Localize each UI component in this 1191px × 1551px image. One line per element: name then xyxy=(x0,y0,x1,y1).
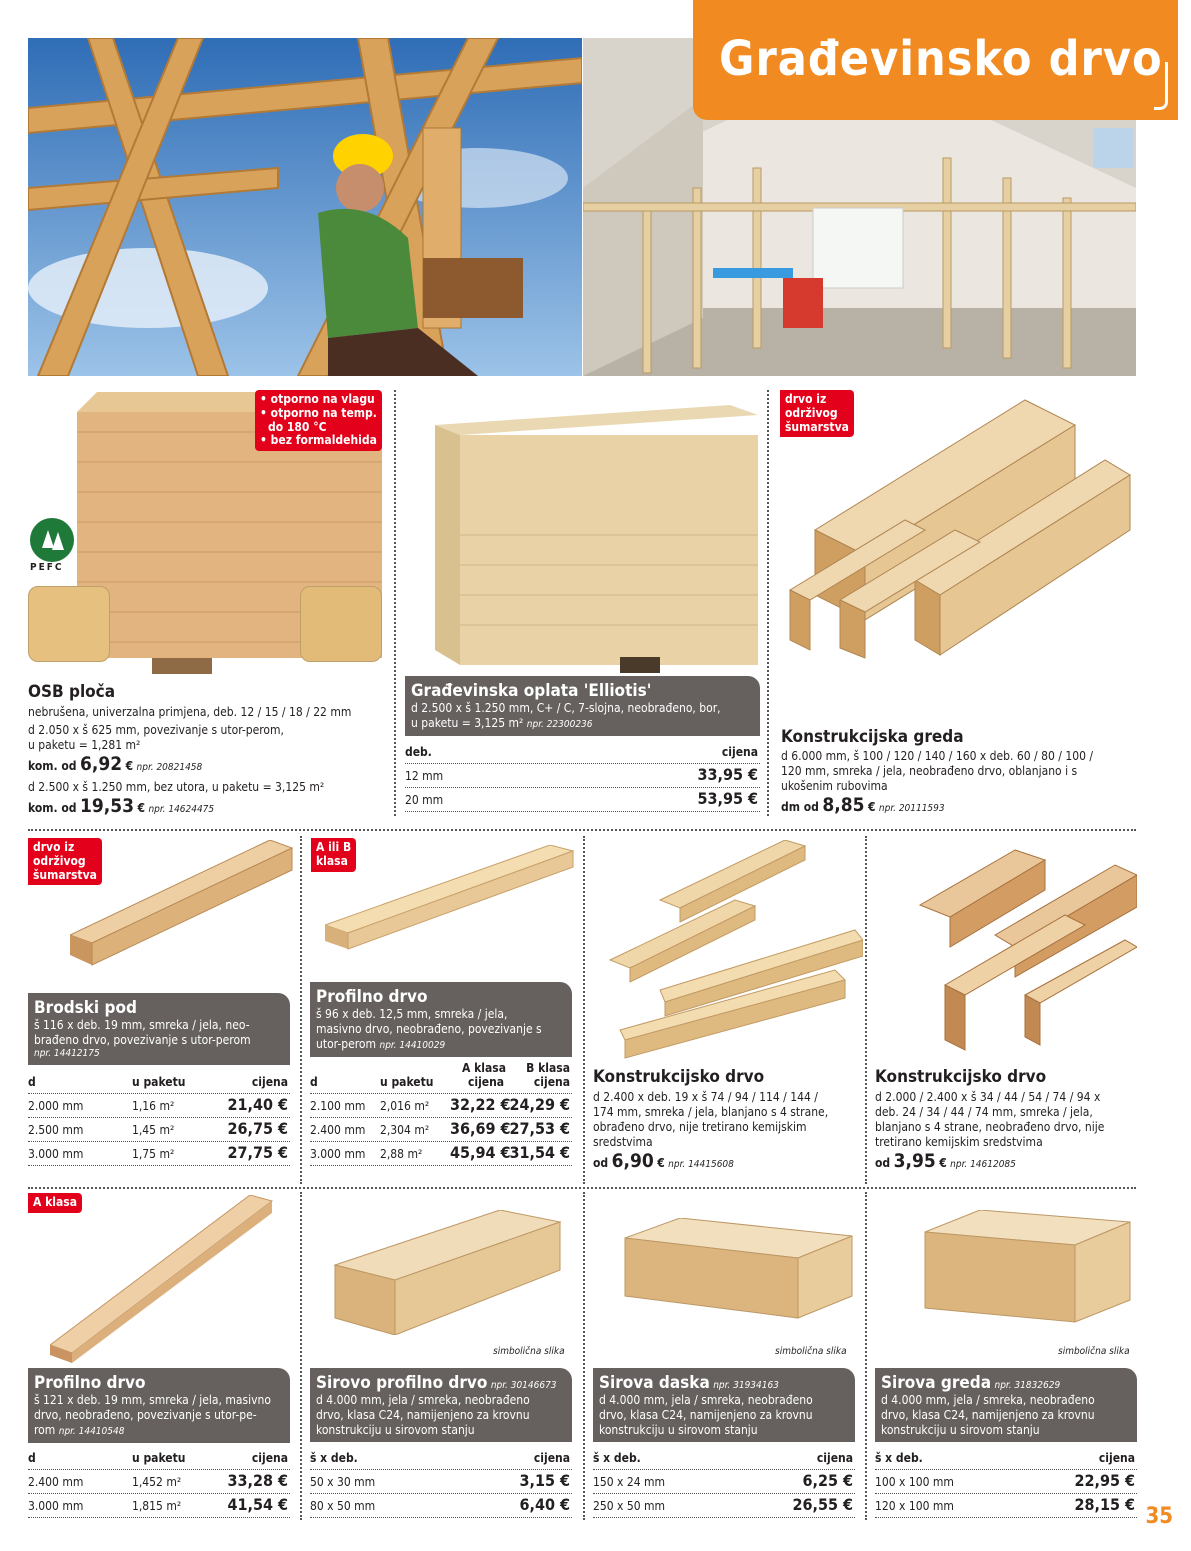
col-header: cijena xyxy=(1098,1451,1135,1466)
price-cell: 36,69 € xyxy=(450,1119,511,1139)
col-header: š x deb. xyxy=(310,1451,358,1466)
sirovo-profilno-image xyxy=(330,1210,570,1335)
cell: 100 x 100 mm xyxy=(875,1475,954,1490)
table-row xyxy=(875,1470,1137,1494)
separator xyxy=(865,1192,867,1520)
badge-line: drvo iz xyxy=(33,840,75,854)
price-cell: 26,55 € xyxy=(792,1495,853,1515)
sirova-daska-title: Sirova daska xyxy=(599,1373,710,1393)
sirova-greda-title: Sirova greda xyxy=(881,1373,992,1393)
col-header: š x deb. xyxy=(875,1451,923,1466)
cell: 150 x 24 mm xyxy=(593,1475,666,1490)
desc-line: š 121 x deb. 19 mm, smreka / jela, masivno xyxy=(34,1393,271,1408)
separator xyxy=(583,836,585,1184)
price-cell: 41,54 € xyxy=(227,1495,288,1515)
price-cell: 33,95 € xyxy=(697,765,758,785)
article-number: npr. 14410029 xyxy=(379,1040,446,1052)
desc-line: drvo, neobrađeno, povezivanje s utor-pe- xyxy=(34,1408,257,1423)
konstr1-price xyxy=(593,1150,861,1174)
price-label: od xyxy=(875,1156,891,1170)
price-value: 19,53 xyxy=(79,794,135,817)
desc-line: konstrukciju u sirovom stanju xyxy=(881,1423,1040,1438)
page-title: Građevinsko drvo xyxy=(719,31,1163,87)
price-cell: 27,53 € xyxy=(509,1119,570,1139)
sirova-daska-price-table xyxy=(593,1450,855,1518)
table-header xyxy=(310,1060,572,1094)
profilno-a-image xyxy=(50,1195,290,1365)
desc-line: d 2.050 x š 625 mm, povezivanje s utor-perom, xyxy=(28,723,284,737)
konstr2-title: Konstrukcijsko drvo xyxy=(875,1067,1047,1087)
article-number: npr. 14612085 xyxy=(950,1159,1016,1170)
separator xyxy=(394,390,396,816)
title-line xyxy=(316,1373,566,1393)
article-number: npr. 14412175 xyxy=(34,1048,100,1060)
col-header: B klasa xyxy=(526,1061,570,1076)
beams-image xyxy=(785,390,1135,660)
desc-line: brađeno drvo, povezivanje s utor-perom xyxy=(34,1033,251,1048)
page-title-banner xyxy=(693,0,1178,120)
article-number: npr. 14415608 xyxy=(668,1159,734,1170)
separator xyxy=(767,390,769,816)
symbolic-image-note: simbolična slika xyxy=(775,1346,847,1357)
separator xyxy=(583,1192,585,1520)
col-header: u paketu xyxy=(132,1075,186,1090)
col-header: u paketu xyxy=(380,1075,434,1090)
separator xyxy=(865,836,867,1184)
table-row xyxy=(310,1094,572,1118)
profilno-a-price-table xyxy=(28,1450,290,1518)
cell: 3.000 mm xyxy=(28,1499,84,1514)
badge-line: održivog xyxy=(33,853,86,868)
badge-line: održivog xyxy=(785,405,838,420)
cell: 2,016 m² xyxy=(380,1099,430,1114)
profilno-ab-image xyxy=(325,845,575,955)
desc-line: d 2.400 x deb. 19 x š 74 / 94 / 114 / 144 / xyxy=(593,1090,818,1104)
badge-line: • otporno na vlagu xyxy=(260,392,375,406)
konstr1-title: Konstrukcijsko drvo xyxy=(593,1067,765,1087)
table-row xyxy=(310,1118,572,1142)
article-number: npr. 22300236 xyxy=(526,719,593,731)
cell: 1,452 m² xyxy=(132,1475,182,1490)
table-row xyxy=(28,1142,290,1166)
col-header: cijena xyxy=(533,1075,570,1090)
profilno-ab-title: Profilno drvo xyxy=(316,987,428,1007)
sirova-daska-image xyxy=(620,1218,860,1323)
table-header xyxy=(593,1450,855,1470)
separator xyxy=(28,829,1136,831)
col-header: u paketu xyxy=(132,1451,186,1466)
col-header: cijena xyxy=(251,1451,288,1466)
table-header xyxy=(875,1450,1137,1470)
col-header: deb. xyxy=(405,745,432,760)
badge-line: klasa xyxy=(316,853,348,868)
badge-line: šumarstva xyxy=(33,867,97,882)
article-number: npr. 14624475 xyxy=(148,803,215,815)
konstr1-description xyxy=(593,1090,861,1174)
col-header: cijena xyxy=(721,745,758,760)
badge-line: do 180 °C xyxy=(268,419,327,434)
price-cell: 26,75 € xyxy=(227,1119,288,1139)
price-cell: 31,54 € xyxy=(509,1143,570,1163)
cell: 2,88 m² xyxy=(380,1147,423,1162)
sirova-greda-image xyxy=(920,1210,1135,1325)
desc-line: masivno drvo, neobrađeno, povezivanje s xyxy=(316,1022,542,1037)
table-row xyxy=(28,1118,290,1142)
brodski-pod-image xyxy=(70,840,295,980)
price-cell: 28,15 € xyxy=(1074,1495,1135,1515)
price-label: kom. od xyxy=(28,759,77,773)
table-row xyxy=(28,1094,290,1118)
osb-description xyxy=(28,705,393,819)
desc-line xyxy=(316,1037,566,1053)
desc-line: konstrukciju u sirovom stanju xyxy=(599,1423,758,1438)
badge-line: A klasa xyxy=(33,1195,77,1209)
brodski-title: Brodski pod xyxy=(34,998,137,1018)
col-header: cijena xyxy=(468,1075,505,1090)
price-cell: 6,40 € xyxy=(519,1495,570,1515)
profilno-a-header xyxy=(28,1368,290,1443)
cell: 1,16 m² xyxy=(132,1099,175,1114)
price-cell: 33,28 € xyxy=(227,1471,288,1491)
price-currency: € xyxy=(867,800,876,814)
article-number: npr. 20821458 xyxy=(136,762,203,773)
table-row xyxy=(28,1470,290,1494)
separator xyxy=(300,836,302,1184)
table-row xyxy=(310,1142,572,1166)
price-cell: 22,95 € xyxy=(1074,1471,1135,1491)
title-line xyxy=(599,1373,849,1393)
badge-line: A ili B xyxy=(316,840,352,854)
desc-line: blanjano s 4 strane, neobrađeno drvo, nije xyxy=(875,1120,1105,1134)
desc-line: konstrukciju u sirovom stanju xyxy=(316,1423,475,1438)
price-currency: € xyxy=(125,759,134,773)
desc-line: deb. 24 / 34 / 44 / 74 mm, smreka / jela, xyxy=(875,1105,1093,1119)
table-row xyxy=(405,764,760,788)
banner-corner-decoration xyxy=(1154,62,1168,110)
desc-line: drvo, klasa C24, namijenjeno za krovnu xyxy=(599,1408,813,1423)
article-number: npr. 31934163 xyxy=(713,1380,779,1391)
sirova-greda-header xyxy=(875,1368,1137,1442)
symbolic-image-note: simbolična slika xyxy=(1058,1346,1130,1357)
cell: 2.000 mm xyxy=(28,1099,84,1114)
table-header xyxy=(310,1450,572,1470)
cell: 50 x 30 mm xyxy=(310,1475,376,1490)
osb-feature-badge xyxy=(255,390,382,451)
price-cell: 3,15 € xyxy=(519,1471,570,1491)
greda-description xyxy=(781,749,1136,818)
cell: 2.400 mm xyxy=(28,1475,84,1490)
konstr2-price xyxy=(875,1150,1137,1174)
price-value: 6,92 xyxy=(79,753,123,775)
article-number: npr. 20111593 xyxy=(878,803,945,814)
desc-text: utor-perom xyxy=(316,1037,377,1052)
pefc-logo xyxy=(26,516,78,574)
cell: 80 x 50 mm xyxy=(310,1499,376,1514)
desc-line: tretirano kemijskim sredstvima xyxy=(875,1135,1043,1149)
greda-title: Konstrukcijska greda xyxy=(781,727,964,747)
roof-construction-photo xyxy=(28,38,582,376)
brodski-header xyxy=(28,993,290,1065)
price-cell: 53,95 € xyxy=(697,789,758,809)
cell: 1,45 m² xyxy=(132,1123,175,1138)
table-row xyxy=(875,1494,1137,1518)
price-value: 3,95 xyxy=(893,1150,936,1172)
price-label: kom. od xyxy=(28,800,77,815)
osb-detail-image-right xyxy=(300,586,382,662)
price-cell: 45,94 € xyxy=(450,1143,511,1163)
desc-line: drvo, klasa C24, namijenjeno za krovnu xyxy=(881,1408,1095,1423)
sirovo-profilno-title: Sirovo profilno drvo xyxy=(316,1373,488,1393)
oplata-price-table xyxy=(405,744,760,812)
cell: 2.400 mm xyxy=(310,1123,366,1138)
cell: 3.000 mm xyxy=(28,1147,84,1162)
desc-line: š 116 x deb. 19 mm, smreka / jela, neo- xyxy=(34,1018,250,1033)
article-number: npr. 14410548 xyxy=(58,1426,125,1438)
desc-line: d 4.000 mm, jela / smreka, neobrađeno xyxy=(316,1393,530,1408)
table-header xyxy=(28,1074,290,1094)
osb-price-2 xyxy=(28,795,393,819)
oplata-title: Građevinska oplata 'Elliotis' xyxy=(411,681,652,701)
cell: 1,815 m² xyxy=(132,1499,182,1514)
col-header: d xyxy=(310,1075,318,1090)
table-header xyxy=(405,744,760,764)
symbolic-image-note: simbolična slika xyxy=(493,1346,565,1357)
desc-line: d 2.500 x š 1.250 mm, bez utora, u paketu = 3,125 m² xyxy=(28,779,325,794)
desc-line: obrađeno drvo, nije tretirano kemijskim xyxy=(593,1120,807,1134)
table-header xyxy=(28,1450,290,1470)
desc-line: u paketu = 1,281 m² xyxy=(28,738,141,752)
plywood-stack-image xyxy=(430,395,760,675)
sirova-daska-header xyxy=(593,1368,855,1442)
table-row xyxy=(310,1470,572,1494)
price-cell: 27,75 € xyxy=(227,1143,288,1163)
brodski-price-table xyxy=(28,1074,290,1166)
badge-line: • otporno na temp. xyxy=(260,405,377,420)
price-value: 6,90 xyxy=(611,1150,654,1172)
profilno-ab-header xyxy=(310,982,572,1057)
col-header: cijena xyxy=(533,1451,570,1466)
desc-line: d 2.000 / 2.400 x š 34 / 44 / 54 / 74 / 94 x xyxy=(875,1090,1101,1104)
col-header: š x deb. xyxy=(593,1451,641,1466)
desc-text: u paketu = 3,125 m² xyxy=(411,716,524,731)
pefc-logo-text: PEFC xyxy=(30,562,64,573)
price-currency: € xyxy=(657,1156,665,1170)
desc-line xyxy=(34,1423,284,1439)
cell: 2.100 mm xyxy=(310,1099,366,1114)
cell: 3.000 mm xyxy=(310,1147,366,1162)
osb-title: OSB ploča xyxy=(28,682,116,702)
page-number: 35 xyxy=(1145,1504,1173,1530)
konstr2-battens-image xyxy=(915,845,1137,1055)
article-number: npr. 31832629 xyxy=(994,1380,1061,1391)
col-header: d xyxy=(28,1075,36,1090)
cell: 120 x 100 mm xyxy=(875,1499,954,1514)
desc-line: nebrušena, univerzalna primjena, deb. 12 / 15 / 18 / 22 mm xyxy=(28,705,352,719)
badge-line: • bez formaldehida xyxy=(260,433,377,448)
konstr2-description xyxy=(875,1090,1137,1174)
cell: 250 x 50 mm xyxy=(593,1499,666,1514)
cell: 1,75 m² xyxy=(132,1147,175,1162)
price-label: dm od xyxy=(781,800,819,814)
osb-price-1 xyxy=(28,753,393,777)
konstr1-boards-image xyxy=(605,840,863,1065)
cell: 20 mm xyxy=(405,793,444,808)
price-cell: 6,25 € xyxy=(802,1471,853,1491)
desc-line: drvo, klasa C24, namijenjeno za krovnu xyxy=(316,1408,530,1423)
price-currency: € xyxy=(137,800,145,815)
badge-line: drvo iz xyxy=(785,392,827,406)
desc-line: 120 mm, smreka / jela, neobrađeno drvo, oblanjano i s xyxy=(781,764,1078,778)
desc-line: š 96 x deb. 12,5 mm, smreka / jela, xyxy=(316,1007,508,1022)
title-line xyxy=(881,1373,1131,1393)
price-value: 8,85 xyxy=(822,794,865,816)
cell: 2.500 mm xyxy=(28,1123,84,1138)
price-cell: 24,29 € xyxy=(509,1095,570,1115)
sirovo-profilno-price-table xyxy=(310,1450,572,1518)
table-row xyxy=(405,788,760,812)
separator xyxy=(28,1187,1136,1189)
cell: 2,304 m² xyxy=(380,1123,430,1138)
cell: 12 mm xyxy=(405,769,444,784)
desc-line: 174 mm, smreka / jela, blanjano s 4 strane, xyxy=(593,1105,829,1119)
separator xyxy=(300,1192,302,1520)
desc-line: d 4.000 mm, jela / smreka, neobrađeno xyxy=(599,1393,813,1408)
col-header: d xyxy=(28,1451,36,1466)
table-row xyxy=(593,1470,855,1494)
col-header: cijena xyxy=(251,1075,288,1090)
profilno-a-title: Profilno drvo xyxy=(34,1373,146,1393)
price-cell: 32,22 € xyxy=(450,1095,511,1115)
greda-price xyxy=(781,794,1136,818)
table-row xyxy=(310,1494,572,1518)
sirova-greda-price-table xyxy=(875,1450,1137,1518)
desc-line: sredstvima xyxy=(593,1135,653,1149)
oplata-header xyxy=(405,676,760,736)
col-header: cijena xyxy=(816,1451,853,1466)
profilno-ab-price-table xyxy=(310,1060,572,1166)
desc-line xyxy=(411,716,754,732)
desc-text: rom xyxy=(34,1423,56,1438)
badge-line: šumarstva xyxy=(785,419,849,434)
article-number: npr. 30146673 xyxy=(490,1380,557,1391)
desc-line: d 4.000 mm, jela / smreka, neobrađeno xyxy=(881,1393,1095,1408)
price-currency: € xyxy=(939,1156,947,1170)
desc-line: d 6.000 mm, š 100 / 120 / 140 / 160 x deb. 60 / 80 / 100 / xyxy=(781,749,1094,763)
table-row xyxy=(28,1494,290,1518)
price-label: od xyxy=(593,1156,609,1170)
price-cell: 21,40 € xyxy=(227,1095,288,1115)
table-row xyxy=(593,1494,855,1518)
desc-line: d 2.500 x š 1.250 mm, C+ / C, 7-slojna, neobrađeno, bor, xyxy=(411,701,721,716)
osb-detail-image-left xyxy=(28,586,110,662)
sirovo-profilno-header xyxy=(310,1368,572,1442)
col-header: A klasa xyxy=(462,1061,506,1076)
desc-line: ukošenim rubovima xyxy=(781,779,888,793)
